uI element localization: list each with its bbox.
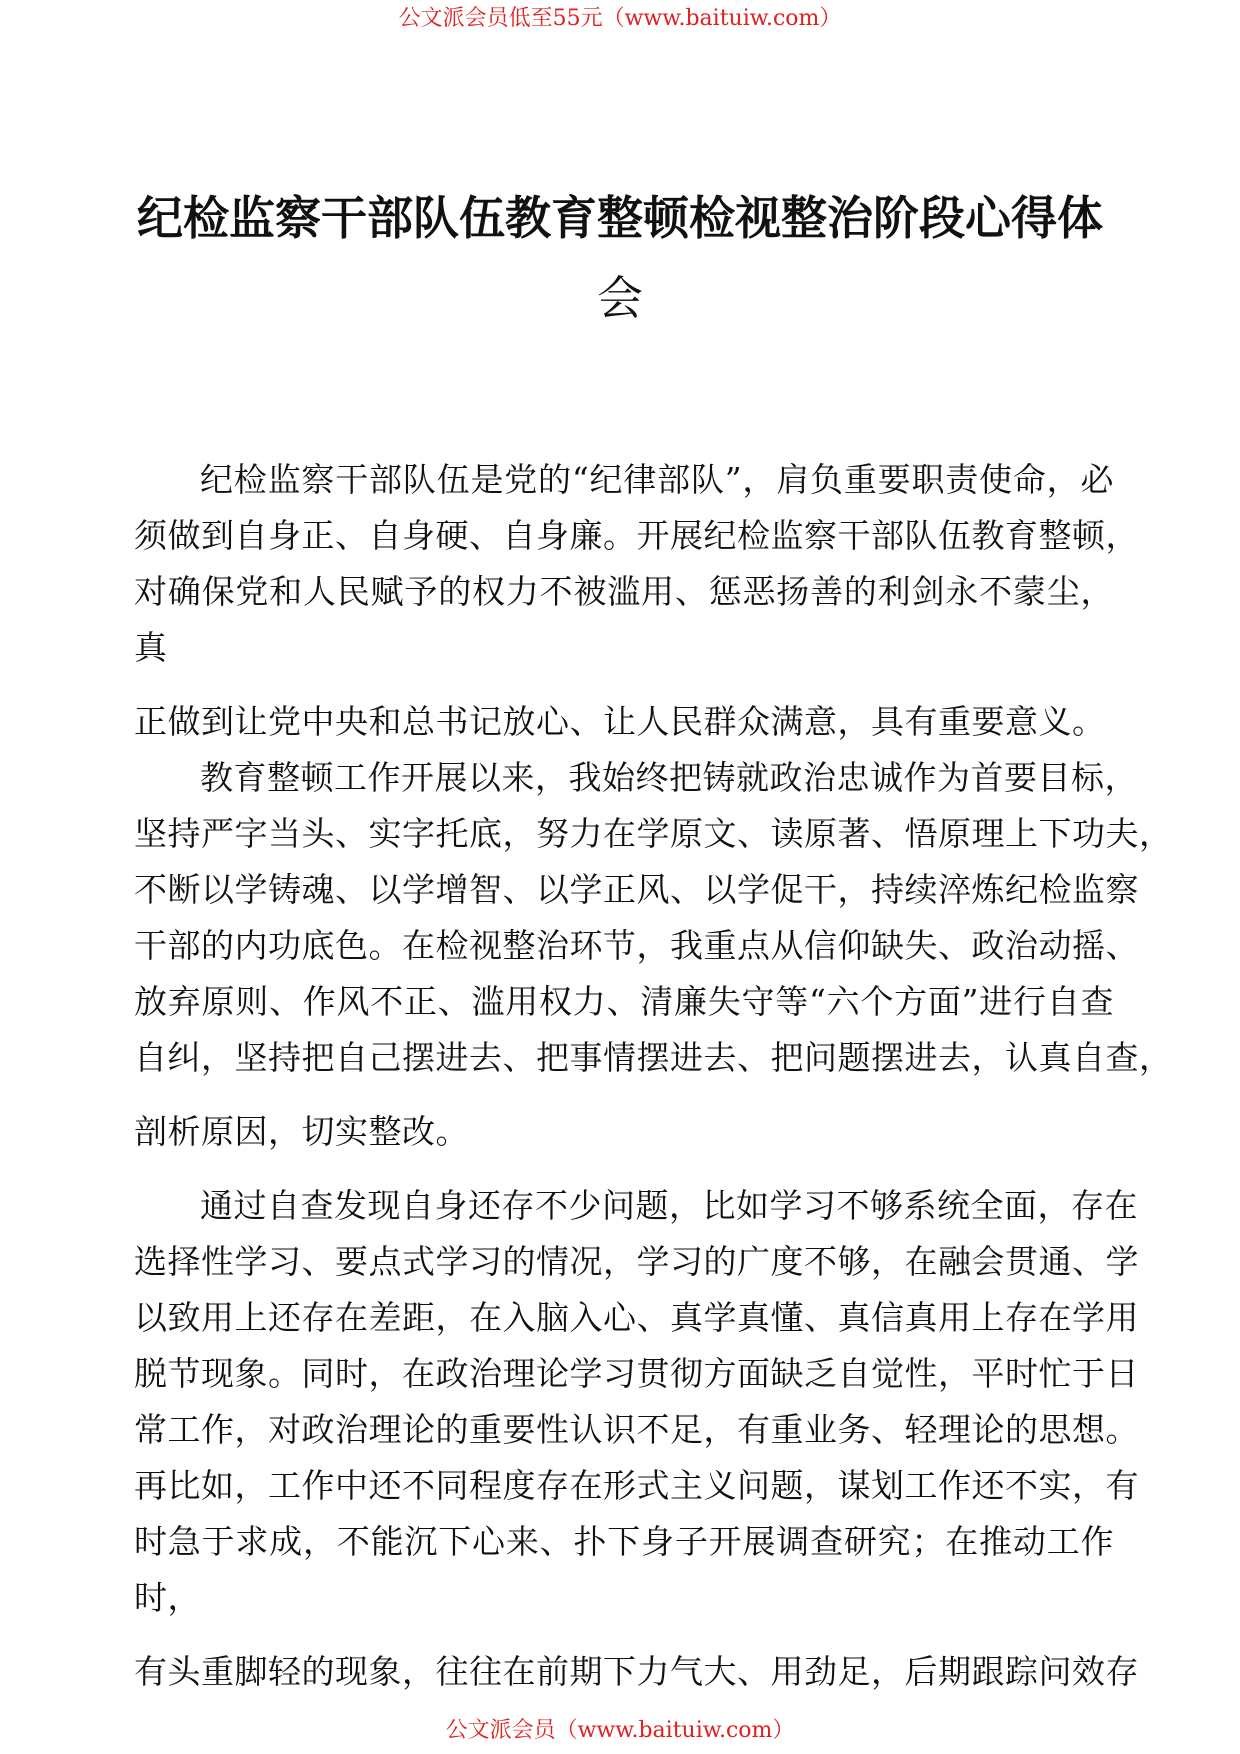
paragraph-4-line-1: 剖析原因，切实整改。 — [134, 1112, 469, 1151]
paragraph-5-line-4: 脱节现象。同时，在政治理论学习贯彻方面缺乏自觉性，平时忙于日 — [134, 1354, 1139, 1393]
paragraph-3-line-6: 自纠，坚持把自己摆进去、把事情摆进去、把问题摆进去，认真自查， — [134, 1038, 1173, 1077]
header-watermark-link[interactable]: 公文派会员低至55元（www.baituiw.com） — [398, 6, 842, 31]
paragraph-3-line-3: 不断以学铸魂、以学增智、以学正风、以学促干，持续淬炼纪检监察 — [134, 870, 1139, 909]
paragraph-5-line-5: 常工作，对政治理论的重要性认识不足，有重业务、轻理论的思想。 — [134, 1410, 1139, 1449]
paragraph-1-line-4: 真 — [134, 628, 168, 667]
paragraph-6-line-1: 有头重脚轻的现象，往往在前期下力气大、用劲足，后期跟踪问效存 — [134, 1652, 1139, 1691]
paragraph-3-line-5: 放弃原则、作风不正、滥用权力、清廉失守等“六个方面”进行自查 — [134, 982, 1114, 1021]
title-line-1: 纪检监察干部队伍教育整顿检视整治阶段心得体 — [137, 191, 1103, 245]
paragraph-1-line-2: 须做到自身正、自身硬、自身廉。开展纪检监察干部队伍教育整顿， — [134, 516, 1139, 555]
paragraph-1-line-1: 纪检监察干部队伍是党的“纪律部队”，肩负重要职责使命，必 — [200, 460, 1114, 499]
footer-watermark-link[interactable]: 公文派会员（www.baituiw.com） — [445, 1718, 795, 1743]
paragraph-2-line-1: 正做到让党中央和总书记放心、让人民群众满意，具有重要意义。 — [134, 702, 1106, 741]
title-line-2: 会 — [597, 271, 643, 325]
paragraph-5-line-2: 选择性学习、要点式学习的情况，学习的广度不够，在融会贯通、学 — [134, 1242, 1139, 1281]
document-title — [100, 178, 1140, 338]
paragraph-5-line-1: 通过自查发现自身还存不少问题，比如学习不够系统全面，存在 — [200, 1186, 1138, 1225]
paragraph-1-line-3: 对确保党和人民赋予的权力不被滥用、惩恶扬善的利剑永不蒙尘， — [134, 572, 1114, 611]
paragraph-5-line-6: 再比如，工作中还不同程度存在形式主义问题，谋划工作还不实，有 — [134, 1466, 1139, 1505]
paragraph-5-line-8: 时， — [134, 1578, 201, 1617]
paragraph-3-line-4: 干部的内功底色。在检视整治环节，我重点从信仰缺失、政治动摇、 — [134, 926, 1139, 965]
document-body — [134, 452, 1173, 1700]
paragraph-3-line-2: 坚持严字当头、实字托底，努力在学原文、读原著、悟原理上下功夫， — [134, 814, 1173, 853]
paragraph-5-line-3: 以致用上还存在差距，在入脑入心、真学真懂、真信真用上存在学用 — [134, 1298, 1139, 1337]
paragraph-3-line-1: 教育整顿工作开展以来，我始终把铸就政治忠诚作为首要目标， — [200, 758, 1138, 797]
paragraph-5-line-7: 时急于求成，不能沉下心来、扑下身子开展调查研究；在推动工作 — [134, 1522, 1114, 1561]
